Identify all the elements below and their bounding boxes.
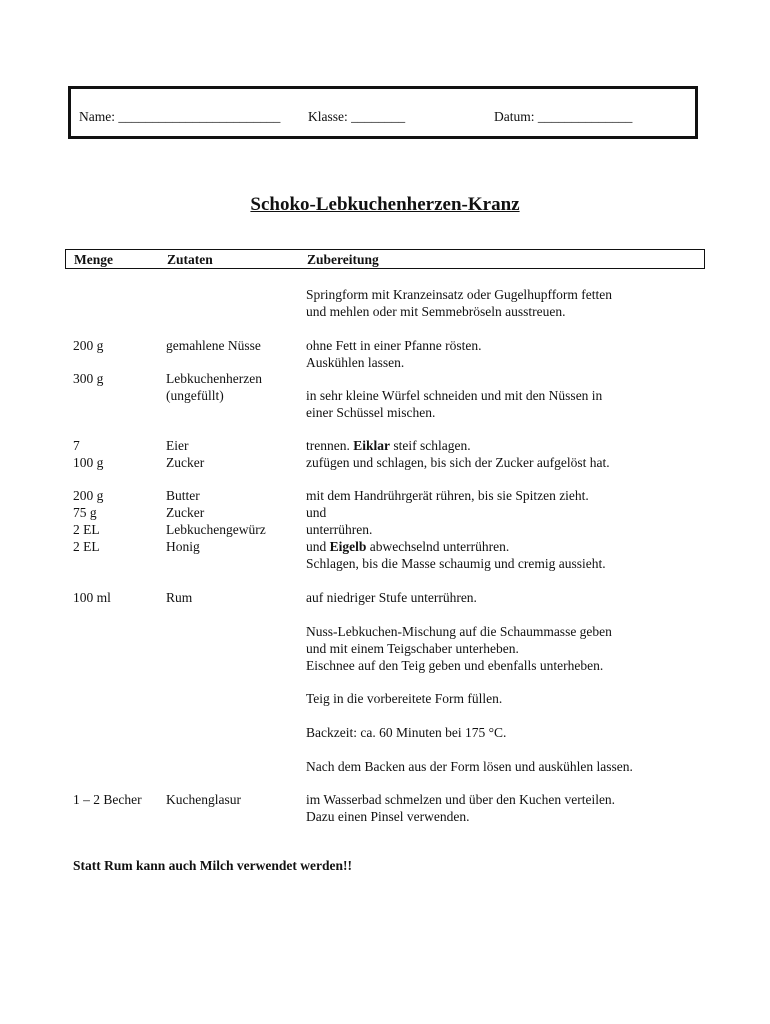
prep-step bbox=[306, 623, 612, 674]
prep-step bbox=[306, 437, 610, 471]
quantity-line: 200 g bbox=[73, 488, 104, 503]
ingredient-line: Honig bbox=[166, 539, 200, 554]
quantity bbox=[73, 437, 103, 471]
quantity-line: 100 g bbox=[73, 455, 104, 470]
name-field[interactable]: Name: ________________________ bbox=[79, 109, 281, 124]
quantity bbox=[73, 589, 111, 606]
quantity bbox=[73, 791, 142, 808]
prep-line: und Eigelb abwechselnd unterrühren. bbox=[306, 539, 510, 554]
prep-step bbox=[306, 589, 477, 606]
prep-line: Teig in die vorbereitete Form füllen. bbox=[306, 691, 503, 706]
prep-line: Schlagen, bis die Masse schaumig und cremig aussieht. bbox=[306, 556, 606, 571]
quantity bbox=[73, 370, 103, 387]
header-zutaten: Zutaten bbox=[167, 252, 213, 267]
quantity-line: 2 EL bbox=[73, 539, 100, 554]
ingredient-line: Kuchenglasur bbox=[166, 792, 241, 807]
prep-line: Springform mit Kranzeinsatz oder Gugelhupfform fetten bbox=[306, 287, 613, 302]
ingredient-line: Zucker bbox=[166, 505, 205, 520]
prep-step bbox=[306, 690, 502, 707]
prep-line: Eischnee auf den Teig geben und ebenfalls unterheben. bbox=[306, 658, 604, 673]
date-field[interactable]: Datum: ______________ bbox=[494, 109, 633, 124]
prep-line: Backzeit: ca. 60 Minuten bei 175 °C. bbox=[306, 725, 507, 740]
quantity-line: 75 g bbox=[73, 505, 97, 520]
prep-line: zufügen und schlagen, bis sich der Zucker aufgelöst hat. bbox=[306, 455, 610, 470]
ingredient-line: gemahlene Nüsse bbox=[166, 338, 261, 353]
ingredient-line: Eier bbox=[166, 438, 189, 453]
student-info-box bbox=[68, 86, 698, 139]
prep-line: Nach dem Backen aus der Form lösen und auskühlen lassen. bbox=[306, 759, 633, 774]
prep-line: unterrühren. bbox=[306, 522, 373, 537]
class-field[interactable]: Klasse: ________ bbox=[308, 109, 406, 124]
prep-step bbox=[306, 724, 506, 741]
prep-line: trennen. Eiklar steif schlagen. bbox=[306, 438, 471, 453]
ingredient-line: Butter bbox=[166, 488, 200, 503]
prep-line: im Wasserbad schmelzen und über den Kuchen verteilen. bbox=[306, 792, 616, 807]
footer-note: Statt Rum kann auch Milch verwendet werden!! bbox=[73, 858, 352, 873]
ingredient bbox=[166, 791, 241, 808]
ingredient bbox=[166, 337, 261, 354]
quantity bbox=[73, 337, 103, 354]
ingredient-line: (ungefüllt) bbox=[166, 388, 224, 403]
quantity-line: 200 g bbox=[73, 338, 104, 353]
quantity-line: 2 EL bbox=[73, 522, 100, 537]
ingredient-line: Lebkuchengewürz bbox=[166, 522, 266, 537]
ingredient bbox=[166, 370, 262, 404]
prep-line: in sehr kleine Würfel schneiden und mit den Nüssen in bbox=[306, 388, 603, 403]
quantity bbox=[73, 487, 103, 555]
quantity-line: 7 bbox=[73, 438, 80, 453]
prep-step bbox=[306, 337, 481, 371]
prep-step bbox=[306, 758, 633, 775]
table-header bbox=[65, 249, 705, 269]
prep-line: einer Schüssel mischen. bbox=[306, 405, 436, 420]
quantity-line: 1 – 2 Becher bbox=[73, 792, 142, 807]
ingredient-line: Zucker bbox=[166, 455, 205, 470]
prep-line: und bbox=[306, 505, 327, 520]
ingredient bbox=[166, 487, 266, 555]
prep-step bbox=[306, 286, 612, 320]
ingredient-line: Rum bbox=[166, 590, 193, 605]
prep-line: Auskühlen lassen. bbox=[306, 355, 405, 370]
prep-line: und mit einem Teigschaber unterheben. bbox=[306, 641, 519, 656]
ingredient bbox=[166, 437, 204, 471]
prep-line: Nuss-Lebkuchen-Mischung auf die Schaummasse geben bbox=[306, 624, 612, 639]
prep-step bbox=[306, 791, 615, 825]
prep-line: auf niedriger Stufe unterrühren. bbox=[306, 590, 477, 605]
prep-line: mit dem Handrührgerät rühren, bis sie Spitzen zieht. bbox=[306, 488, 589, 503]
prep-line: und mehlen oder mit Semmebröseln ausstreuen. bbox=[306, 304, 566, 319]
prep-step bbox=[306, 487, 606, 572]
prep-step bbox=[306, 387, 602, 421]
ingredient-line: Lebkuchenherzen bbox=[166, 371, 262, 386]
recipe-title: Schoko-Lebkuchenherzen-Kranz bbox=[250, 194, 520, 215]
prep-line: ohne Fett in einer Pfanne rösten. bbox=[306, 338, 482, 353]
quantity-line: 300 g bbox=[73, 371, 104, 386]
header-zubereitung: Zubereitung bbox=[307, 252, 379, 267]
ingredient bbox=[166, 589, 192, 606]
header-menge: Menge bbox=[74, 252, 113, 267]
prep-line: Dazu einen Pinsel verwenden. bbox=[306, 809, 470, 824]
quantity-line: 100 ml bbox=[73, 590, 111, 605]
